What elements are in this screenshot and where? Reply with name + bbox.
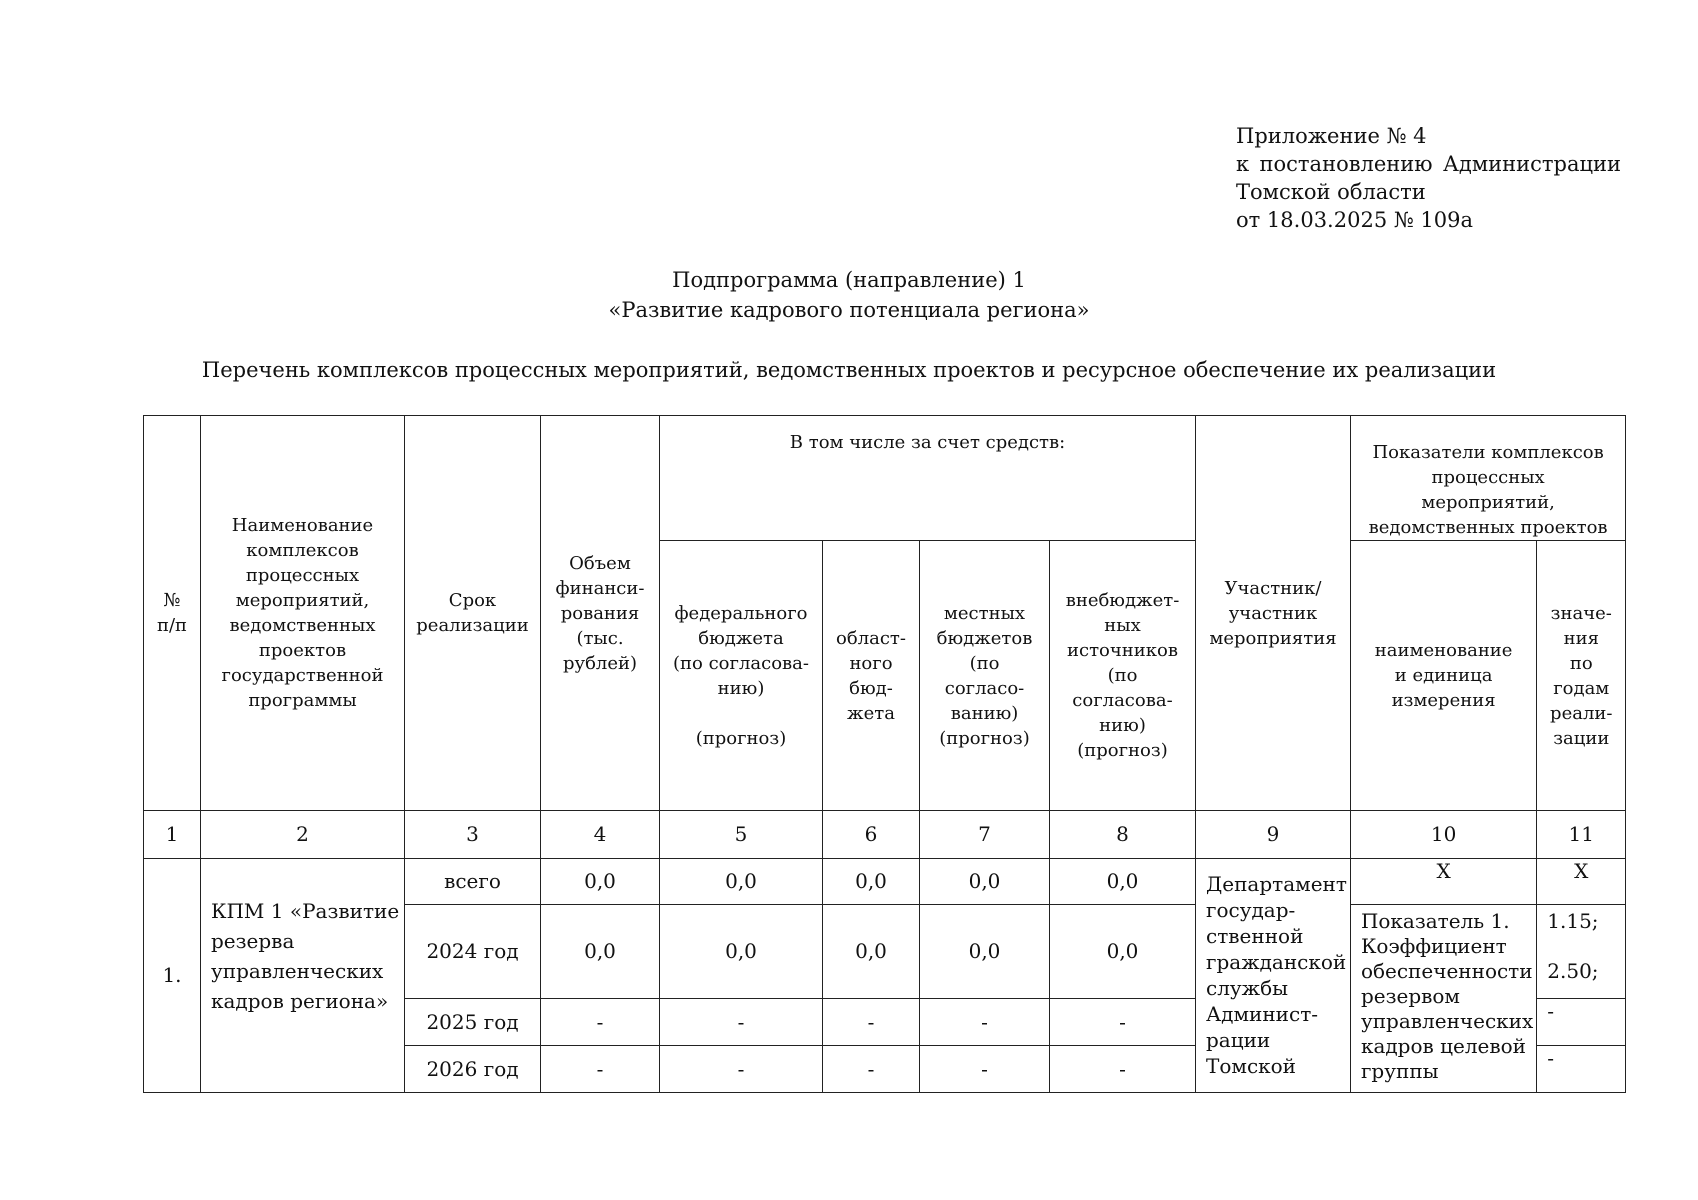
column-number: 11 [1537, 811, 1626, 859]
column-number: 5 [660, 811, 823, 859]
header-number: № п/п [144, 416, 201, 811]
period-label: 2024 год [405, 905, 541, 999]
funding-total: - [541, 1046, 660, 1093]
column-number: 8 [1050, 811, 1196, 859]
appendix-word: Администрации [1442, 152, 1621, 176]
header-local-budgets: местных бюджетов (по согласо- ванию) (прогноз) [920, 541, 1050, 811]
participant: Департамент государ- ственной гражданской службы Админист- рации Томской [1196, 859, 1351, 1093]
appendix-word: к [1236, 152, 1250, 176]
list-title: Перечень комплексов процессных мероприятий, ведомственных проектов и ресурсное обеспечение их реализации [201, 358, 1497, 382]
column-number: 2 [201, 811, 405, 859]
activities-table [143, 415, 1626, 1093]
indicator-value-total: Х [1537, 859, 1626, 905]
header-name: Наименование комплексов процессных мероприятий, ведомственных проектов государственной программы [201, 416, 405, 811]
funding-federal: - [660, 999, 823, 1046]
appendix-line-2 [1236, 150, 1621, 178]
row-number: 1. [144, 859, 201, 1093]
funding-extrabudgetary: 0,0 [1050, 905, 1196, 999]
funding-federal: 0,0 [660, 905, 823, 999]
header-federal-budget: федерального бюджета (по согласова- нию) (прогноз) [660, 541, 823, 811]
funding-total: - [541, 999, 660, 1046]
header-indicator-name: наименование и единица измерения [1350, 541, 1536, 811]
funding-local: - [920, 1046, 1050, 1093]
column-number: 7 [920, 811, 1050, 859]
indicator-value-2024: 1.15; 2.50; [1537, 905, 1626, 999]
column-number: 6 [823, 811, 920, 859]
column-number: 3 [405, 811, 541, 859]
indicator-value-2025: - [1537, 999, 1626, 1046]
funding-regional: 0,0 [823, 905, 920, 999]
appendix-word: постановлению [1259, 152, 1433, 176]
funding-regional: - [823, 1046, 920, 1093]
funding-local: 0,0 [920, 905, 1050, 999]
header-funds-group: В том числе за счет средств: [660, 416, 1196, 541]
header-extrabudgetary: внебюджет- ных источников (по согласова- нию) (прогноз) [1050, 541, 1196, 811]
header-indicators-group: Показатели комплексов процессных мероприятий, ведомственных проектов [1350, 416, 1625, 541]
period-label: 2025 год [405, 999, 541, 1046]
subprogram-name: «Развитие кадрового потенциала региона» [608, 298, 1090, 322]
header-indicator-values: значе- ния по годам реали- зации [1537, 541, 1626, 811]
funding-regional: 0,0 [823, 859, 920, 905]
appendix-block [1236, 122, 1621, 234]
column-number: 10 [1350, 811, 1536, 859]
period-label: всего [405, 859, 541, 905]
period-label: 2026 год [405, 1046, 541, 1093]
indicator-name: Показатель 1. Коэффициент обеспеченности резервом управленческих кадров целевой группы [1350, 905, 1536, 1093]
column-number: 9 [1196, 811, 1351, 859]
header-funding-volume: Объем финанси- рования (тыс. рублей) [541, 416, 660, 811]
funding-federal: 0,0 [660, 859, 823, 905]
indicator-value-2026: - [1537, 1046, 1626, 1093]
funding-regional: - [823, 999, 920, 1046]
indicator-name-total: Х [1350, 859, 1536, 905]
appendix-line-4: от 18.03.2025 № 109а [1236, 208, 1473, 232]
funding-local: - [920, 999, 1050, 1046]
subprogram-title: Подпрограмма (направление) 1 [672, 268, 1026, 292]
column-number: 1 [144, 811, 201, 859]
appendix-line-3: Томской области [1236, 180, 1426, 204]
header-period: Срок реализации [405, 416, 541, 811]
funding-extrabudgetary: - [1050, 1046, 1196, 1093]
funding-extrabudgetary: 0,0 [1050, 859, 1196, 905]
funding-local: 0,0 [920, 859, 1050, 905]
funding-total: 0,0 [541, 859, 660, 905]
appendix-line-1: Приложение № 4 [1236, 124, 1427, 148]
header-regional-budget: област- ного бюд- жета [823, 541, 920, 811]
funding-extrabudgetary: - [1050, 999, 1196, 1046]
funding-federal: - [660, 1046, 823, 1093]
header-participant: Участник/ участник мероприятия [1196, 416, 1351, 811]
activity-name: КПМ 1 «Развитие резерва управленческих кадров региона» [201, 859, 405, 1093]
column-number: 4 [541, 811, 660, 859]
funding-total: 0,0 [541, 905, 660, 999]
